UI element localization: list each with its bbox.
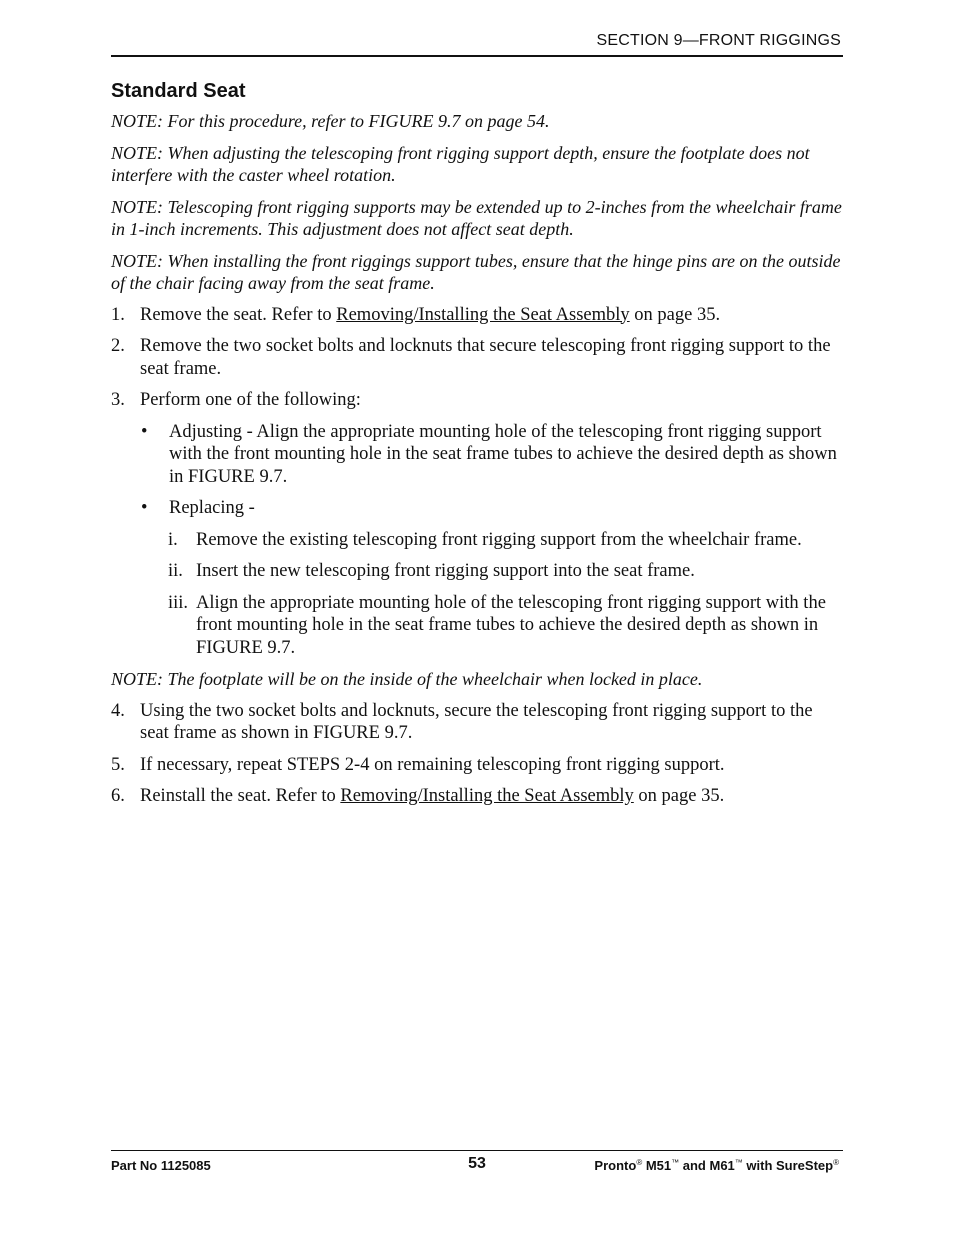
header-rule (111, 55, 843, 57)
substep-number: iii. (168, 592, 189, 613)
substep-number: ii. (168, 561, 183, 581)
step-number: 6. (111, 786, 125, 806)
product-name (594, 1158, 839, 1173)
bullet-mark: • (141, 421, 148, 442)
step-2 (111, 335, 843, 380)
bullet-text: Replacing - (169, 498, 255, 518)
step-text: Remove the two socket bolts and locknuts that secure telescoping front rigging support to the seat frame. (140, 336, 831, 379)
section-header: SECTION 9—FRONT RIGGINGS (596, 32, 841, 49)
note-hinge-pins: NOTE: When installing the front riggings support tubes, ensure that the hinge pins are on the outside of the chair facing away from the seat frame. (111, 250, 841, 293)
seat-assembly-link[interactable]: Removing/Installing the Seat Assembly (340, 786, 634, 806)
step-number: 1. (111, 304, 125, 325)
step-text: Perform one of the following: (140, 390, 361, 410)
substep-iii (168, 592, 843, 660)
model-m61: and M61 (682, 1158, 735, 1173)
step-text-after: on page 35. (629, 304, 721, 325)
step-text (140, 304, 843, 327)
note-figure-ref: NOTE: For this procedure, refer to FIGURE 9.7 on page 54. (111, 111, 550, 131)
step-text-before: Reinstall the seat. Refer to (140, 786, 341, 806)
substep-text: Insert the new telescoping front rigging support into the seat frame. (196, 561, 695, 581)
surestep-label: with SureStep (746, 1158, 834, 1173)
substep-text: Align the appropriate mounting hole of the telescoping front rigging support with the front mounting hole in the seat frame tubes to achieve the desired depth as shown in FIGURE 9.7. (196, 592, 826, 658)
bullet-text: Adjusting - Align the appropriate mounting hole of the telescoping front rigging support with the front mounting hole in the seat frame tubes to achieve the desired depth as shown in FIGURE 9.7. (169, 421, 837, 487)
step-3 (111, 389, 843, 412)
step-text: If necessary, repeat STEPS 2-4 on remaining telescoping front rigging support. (140, 754, 725, 775)
step-6 (111, 785, 843, 808)
step-4 (111, 700, 843, 745)
page-content (111, 78, 843, 817)
footer-rule (111, 1150, 843, 1151)
substep-text: Remove the existing telescoping front rigging support from the wheelchair frame. (196, 529, 802, 550)
note-caster-rotation: NOTE: When adjusting the telescoping front rigging support depth, ensure the footplate does not interfere with the caster wheel rotation. (111, 142, 810, 185)
step-number: 4. (111, 700, 125, 721)
step-number: 3. (111, 390, 125, 410)
step-text-after: on page 35. (633, 786, 725, 806)
step-text-before: Remove the seat. Refer to (140, 304, 337, 325)
substep-number: i. (168, 529, 178, 550)
page-number: 53 (468, 1155, 486, 1172)
product-brand: Pronto (594, 1158, 637, 1173)
model-m51: M51 (645, 1158, 672, 1173)
step-text: Using the two socket bolts and locknuts, secure the telescoping front rigging support to the seat frame as shown in FIGURE 9.7. (140, 700, 813, 743)
substep-i (168, 529, 843, 552)
step-text (140, 785, 843, 808)
registered-mark: ® (636, 1158, 643, 1167)
step-number: 5. (111, 754, 125, 775)
step-1 (111, 304, 843, 327)
bullet-replacing (140, 497, 843, 520)
bullet-mark: • (141, 498, 148, 518)
bullet-adjusting (140, 421, 843, 489)
seat-assembly-link[interactable]: Removing/Installing the Seat Assembly (336, 304, 630, 325)
page-footer (111, 1155, 843, 1179)
step-number: 2. (111, 336, 125, 356)
page-title: Standard Seat (111, 80, 246, 102)
trademark-mark: ™ (671, 1158, 680, 1167)
step-5 (111, 754, 843, 777)
substep-ii (168, 560, 843, 583)
note-footplate: NOTE: The footplate will be on the inside of the wheelchair when locked in place. (111, 669, 703, 689)
part-number: Part No 1125085 (111, 1158, 211, 1173)
trademark-mark: ™ (734, 1158, 743, 1167)
note-extension: NOTE: Telescoping front rigging supports may be extended up to 2-inches from the wheelchair frame in 1-inch increments. This adjustment does not affect seat depth. (111, 196, 842, 239)
registered-mark: ® (833, 1158, 839, 1167)
